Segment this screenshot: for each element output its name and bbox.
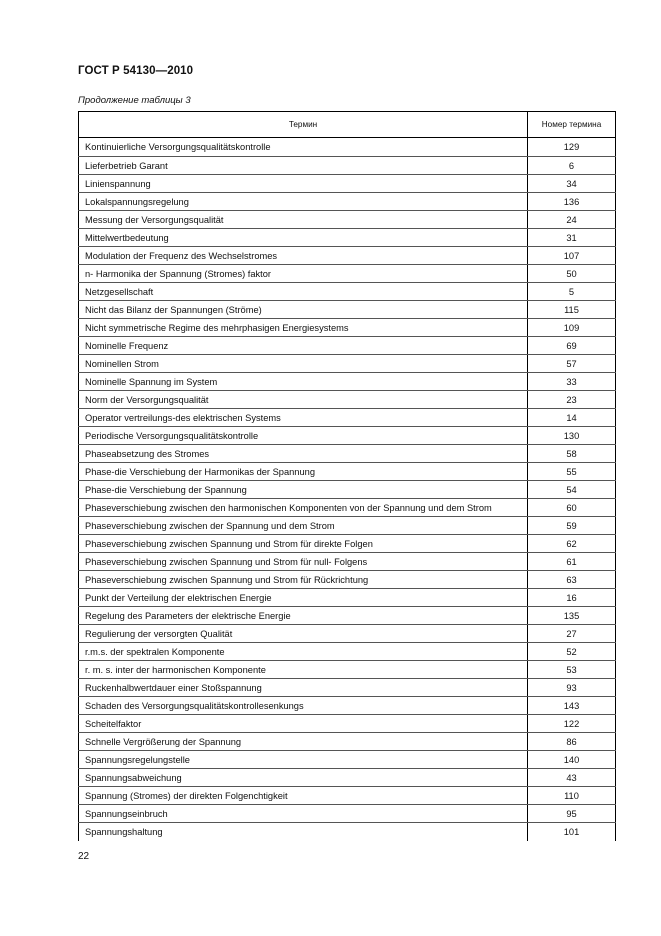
table-row	[79, 499, 616, 517]
term-number-cell: 54	[528, 481, 616, 499]
term-cell: Spannungseinbruch	[79, 805, 528, 823]
term-cell: Kontinuierliche Versorgungsqualitätskontrolle	[79, 138, 528, 157]
term-cell: Operator vertreilungs-des elektrischen Systems	[79, 409, 528, 427]
term-cell: r. m. s. inter der harmonischen Komponente	[79, 661, 528, 679]
table-row	[79, 175, 616, 193]
table-row	[79, 607, 616, 625]
term-cell: Regulierung der versorgten Qualität	[79, 625, 528, 643]
page-number: 22	[78, 851, 90, 862]
term-cell: Spannungsabweichung	[79, 769, 528, 787]
term-cell: Lokalspannungsregelung	[79, 193, 528, 211]
term-number-cell: 130	[528, 427, 616, 445]
table-row	[79, 733, 616, 751]
term-number-cell: 31	[528, 229, 616, 247]
term-number-cell: 5	[528, 283, 616, 301]
term-number-cell: 16	[528, 589, 616, 607]
term-cell: Spannungshaltung	[79, 823, 528, 841]
term-number-cell: 136	[528, 193, 616, 211]
table-row	[79, 319, 616, 337]
term-cell: Punkt der Verteilung der elektrischen Energie	[79, 589, 528, 607]
table-row	[79, 391, 616, 409]
term-number-cell: 23	[528, 391, 616, 409]
table-row	[79, 805, 616, 823]
term-cell: Phaseverschiebung zwischen den harmonischen Komponenten von der Spannung und dem Strom	[79, 499, 528, 517]
table-row	[79, 229, 616, 247]
term-cell: Nominelle Frequenz	[79, 337, 528, 355]
table-row	[79, 769, 616, 787]
term-cell: Modulation der Frequenz des Wechselstromes	[79, 247, 528, 265]
term-number-cell: 24	[528, 211, 616, 229]
table-row	[79, 463, 616, 481]
term-cell: Nicht symmetrische Regime des mehrphasigen Energiesystems	[79, 319, 528, 337]
table-row	[79, 427, 616, 445]
term-number-cell: 63	[528, 571, 616, 589]
term-number-cell: 107	[528, 247, 616, 265]
table-caption: Продолжение таблицы 3	[78, 95, 191, 106]
term-number-cell: 69	[528, 337, 616, 355]
term-cell: Lieferbetrieb Garant	[79, 157, 528, 175]
term-number-cell: 60	[528, 499, 616, 517]
term-cell: Schaden des Versorgungsqualitätskontrollesenkungs	[79, 697, 528, 715]
table-row	[79, 193, 616, 211]
table-row	[79, 571, 616, 589]
table-row	[79, 409, 616, 427]
term-cell: r.m.s. der spektralen Komponente	[79, 643, 528, 661]
table-row	[79, 517, 616, 535]
column-header-term: Термин	[79, 112, 528, 138]
term-cell: Phaseverschiebung zwischen der Spannung und dem Strom	[79, 517, 528, 535]
term-cell: Spannungsregelungstelle	[79, 751, 528, 769]
term-cell: Scheitelfaktor	[79, 715, 528, 733]
table-row	[79, 787, 616, 805]
table-row	[79, 265, 616, 283]
term-number-cell: 129	[528, 138, 616, 157]
term-number-cell: 33	[528, 373, 616, 391]
table-row	[79, 535, 616, 553]
table-row	[79, 553, 616, 571]
table-row	[79, 625, 616, 643]
term-cell: Spannung (Stromes) der direkten Folgenchtigkeit	[79, 787, 528, 805]
table-row	[79, 697, 616, 715]
term-number-cell: 101	[528, 823, 616, 841]
term-number-cell: 55	[528, 463, 616, 481]
term-cell: Linienspannung	[79, 175, 528, 193]
table-row	[79, 301, 616, 319]
term-cell: Messung der Versorgungsqualität	[79, 211, 528, 229]
terms-table	[78, 111, 616, 841]
term-cell: Ruckenhalbwertdauer einer Stoßspannung	[79, 679, 528, 697]
term-cell: Phaseverschiebung zwischen Spannung und Strom für direkte Folgen	[79, 535, 528, 553]
term-cell: Nicht das Bilanz der Spannungen (Ströme)	[79, 301, 528, 319]
term-cell: Norm der Versorgungsqualität	[79, 391, 528, 409]
term-cell: n- Harmonika der Spannung (Stromes) faktor	[79, 265, 528, 283]
term-number-cell: 109	[528, 319, 616, 337]
term-number-cell: 122	[528, 715, 616, 733]
table-row	[79, 138, 616, 157]
term-number-cell: 135	[528, 607, 616, 625]
term-number-cell: 62	[528, 535, 616, 553]
term-number-cell: 93	[528, 679, 616, 697]
table-row	[79, 283, 616, 301]
term-number-cell: 61	[528, 553, 616, 571]
term-cell: Phaseabsetzung des Stromes	[79, 445, 528, 463]
term-cell: Phaseverschiebung zwischen Spannung und Strom für null- Folgens	[79, 553, 528, 571]
table-row	[79, 355, 616, 373]
term-number-cell: 50	[528, 265, 616, 283]
table-row	[79, 643, 616, 661]
column-header-number: Номер термина	[528, 112, 616, 138]
term-number-cell: 95	[528, 805, 616, 823]
term-number-cell: 53	[528, 661, 616, 679]
document-code: ГОСТ Р 54130—2010	[78, 65, 194, 77]
term-cell: Schnelle Vergrößerung der Spannung	[79, 733, 528, 751]
table-row	[79, 157, 616, 175]
term-cell: Phaseverschiebung zwischen Spannung und Strom für Rückrichtung	[79, 571, 528, 589]
term-number-cell: 52	[528, 643, 616, 661]
term-cell: Nominelle Spannung im System	[79, 373, 528, 391]
term-cell: Regelung des Parameters der elektrische Energie	[79, 607, 528, 625]
term-number-cell: 143	[528, 697, 616, 715]
term-number-cell: 58	[528, 445, 616, 463]
table-row	[79, 481, 616, 499]
term-number-cell: 14	[528, 409, 616, 427]
term-number-cell: 110	[528, 787, 616, 805]
term-number-cell: 6	[528, 157, 616, 175]
table-row	[79, 589, 616, 607]
term-cell: Mittelwertbedeutung	[79, 229, 528, 247]
table-row	[79, 247, 616, 265]
table-row	[79, 661, 616, 679]
table-row	[79, 373, 616, 391]
term-cell: Periodische Versorgungsqualitätskontrolle	[79, 427, 528, 445]
table-row	[79, 751, 616, 769]
table-row	[79, 679, 616, 697]
table-row	[79, 211, 616, 229]
term-cell: Phase-die Verschiebung der Spannung	[79, 481, 528, 499]
term-number-cell: 43	[528, 769, 616, 787]
term-number-cell: 140	[528, 751, 616, 769]
table-row	[79, 823, 616, 841]
table-row	[79, 445, 616, 463]
term-number-cell: 34	[528, 175, 616, 193]
term-cell: Phase-die Verschiebung der Harmonikas der Spannung	[79, 463, 528, 481]
term-cell: Nominellen Strom	[79, 355, 528, 373]
table-row	[79, 715, 616, 733]
term-cell: Netzgesellschaft	[79, 283, 528, 301]
term-number-cell: 86	[528, 733, 616, 751]
term-number-cell: 59	[528, 517, 616, 535]
term-number-cell: 115	[528, 301, 616, 319]
table-row	[79, 337, 616, 355]
term-number-cell: 27	[528, 625, 616, 643]
term-number-cell: 57	[528, 355, 616, 373]
table-header-row	[79, 112, 616, 138]
